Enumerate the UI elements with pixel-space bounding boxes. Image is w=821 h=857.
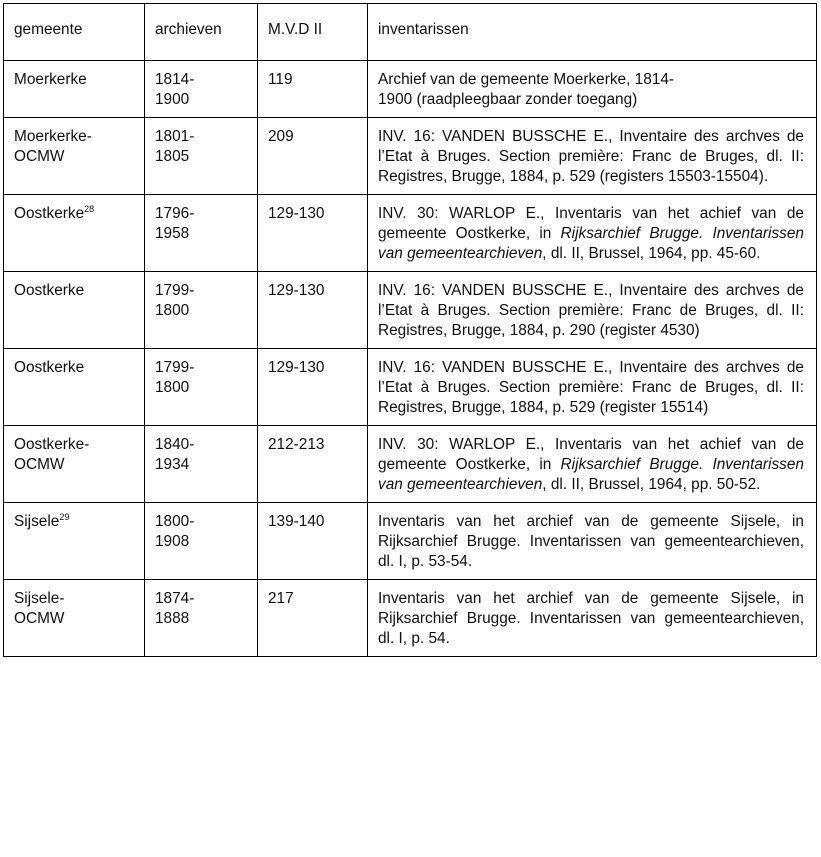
cell-mvd: 139-140 [258, 503, 368, 580]
table-row [4, 272, 817, 349]
cell-archieven: 1800- 1908 [145, 503, 258, 580]
cell-mvd: 129-130 [258, 272, 368, 349]
cell-inventaris: INV. 16: VANDEN BUSSCHE E., Inventaire des archves de l’Etat à Bruges. Section première: Franc de Bruges, dl. II: Registres, Brugge, 1884, p. 529 (registers 15503-15504). [368, 118, 817, 195]
cell-mvd: 129-130 [258, 349, 368, 426]
cell-inventaris: Inventaris van het archief van de gemeente Sijsele, in Rijksarchief Brugge. Inventarissen van gemeentearchieven, dl. I, p. 54. [368, 580, 817, 657]
cell-gemeente: Moerkerke [4, 61, 145, 118]
table-row [4, 426, 817, 503]
cell-inventaris: INV. 30: WARLOP E., Inventaris van het achief van de gemeente Oostkerke, in Rijksarchief Brugge. Inventarissen van gemeentearchieven, dl. II, Brussel, 1964, pp. 50-52. [368, 426, 817, 503]
cell-gemeente: Sijsele- OCMW [4, 580, 145, 657]
cell-archieven: 1840- 1934 [145, 426, 258, 503]
cell-mvd: 119 [258, 61, 368, 118]
header-gemeente: gemeente [4, 4, 145, 61]
header-inventarissen: inventarissen [368, 4, 817, 61]
cell-inventaris: INV. 30: WARLOP E., Inventaris van het achief van de gemeente Oostkerke, in Rijksarchief Brugge. Inventarissen van gemeentearchieven, dl. II, Brussel, 1964, pp. 45-60. [368, 195, 817, 272]
cell-archieven: 1796- 1958 [145, 195, 258, 272]
cell-mvd: 209 [258, 118, 368, 195]
archive-table [3, 3, 817, 657]
cell-mvd: 212-213 [258, 426, 368, 503]
cell-gemeente: Oostkerke [4, 272, 145, 349]
table-row [4, 195, 817, 272]
cell-gemeente: Oostkerke$^{28}$ [4, 195, 145, 272]
table-row [4, 61, 817, 118]
cell-inventaris: Inventaris van het archief van de gemeente Sijsele, in Rijksarchief Brugge. Inventarissen van gemeentearchieven, dl. I, p. 53-54. [368, 503, 817, 580]
cell-gemeente: Oostkerke- OCMW [4, 426, 145, 503]
header-row [4, 4, 817, 61]
footnote-marker: 29 [59, 512, 70, 522]
cell-mvd: 217 [258, 580, 368, 657]
header-mvd: M.V.D II [258, 4, 368, 61]
header-archieven: archieven [145, 4, 258, 61]
cell-archieven: 1814- 1900 [145, 61, 258, 118]
cell-gemeente: Moerkerke- OCMW [4, 118, 145, 195]
cell-archieven: 1799- 1800 [145, 272, 258, 349]
table-row [4, 349, 817, 426]
table-row [4, 118, 817, 195]
cell-inventaris: INV. 16: VANDEN BUSSCHE E., Inventaire des archves de l’Etat à Bruges. Section première: Franc de Bruges, dl. II: Registres, Brugge, 1884, p. 290 (register 4530) [368, 272, 817, 349]
cell-inventaris: INV. 16: VANDEN BUSSCHE E., Inventaire des archves de l’Etat à Bruges. Section première: Franc de Bruges, dl. II: Registres, Brugge, 1884, p. 529 (register 15514) [368, 349, 817, 426]
cell-gemeente: Oostkerke [4, 349, 145, 426]
cell-archieven: 1799- 1800 [145, 349, 258, 426]
table-row [4, 580, 817, 657]
table-row [4, 503, 817, 580]
cell-mvd: 129-130 [258, 195, 368, 272]
cell-archieven: 1874- 1888 [145, 580, 258, 657]
cell-archieven: 1801- 1805 [145, 118, 258, 195]
cell-inventaris: Archief van de gemeente Moerkerke, 1814- 1900 (raadpleegbaar zonder toegang) [368, 61, 817, 118]
footnote-marker: 28 [84, 204, 95, 214]
cell-gemeente: Sijsele$^{29}$ [4, 503, 145, 580]
